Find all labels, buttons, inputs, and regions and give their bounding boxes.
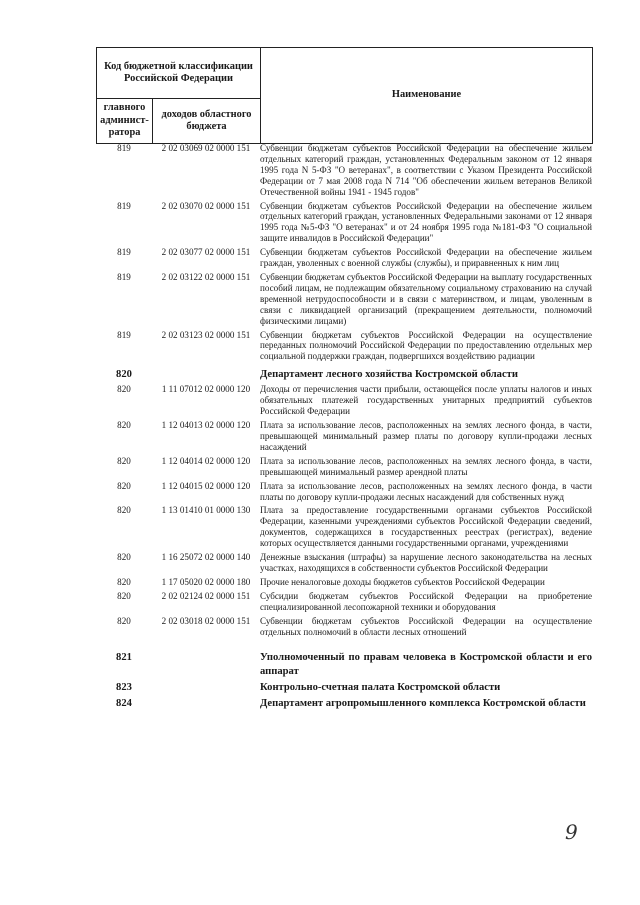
admin-code: 820 (116, 369, 132, 381)
department-name: Департамент агропромышленного комплекса Костромской области (260, 698, 586, 710)
admin-code: 819 (117, 247, 131, 258)
income-code: 2 02 02124 02 0000 151 (161, 590, 251, 601)
header-name: Наименование (261, 48, 593, 144)
income-code: 1 12 04015 02 0000 120 (161, 480, 251, 491)
admin-code: 819 (117, 200, 131, 211)
table-row (96, 616, 592, 638)
row-name: Плата за использование лесов, расположенных на землях лесного фонда, в части, превышающей минимальный размер арендной платы (260, 455, 592, 477)
header-kbk: Код бюджетной классификации Российской Федерации (97, 48, 261, 99)
row-name: Субвенции бюджетам субъектов Российской Федерации на обеспечение жильем граждан, уволенных с военной службы (службы), и приравненных к ним лиц (260, 247, 592, 269)
table-header (96, 47, 593, 144)
admin-code: 820 (117, 420, 131, 431)
table-row (96, 481, 592, 503)
table-row (96, 247, 592, 269)
income-code: 1 16 25072 02 0000 140 (161, 552, 251, 563)
page-number: 9 (565, 820, 578, 844)
table-row (96, 384, 592, 417)
department-name: Департамент лесного хозяйства Костромской области (260, 369, 518, 381)
admin-code: 820 (117, 552, 131, 563)
table-row (96, 552, 592, 574)
row-name: Субсидии бюджетам субъектов Российской Федерации на приобретение специализированной лесопожарной техники и оборудования (260, 590, 592, 612)
row-name: Субвенции бюджетам субъектов Российской Федерации на осуществление переданных полномочий Российской Федерации по предоставлению отдельных мер социальной поддержки граждан, подвергшихся воздействию радиации (260, 329, 592, 362)
department-name: Контрольно-счетная палата Костромской области (260, 681, 501, 693)
admin-code: 820 (117, 590, 131, 601)
row-name: Субвенции бюджетам субъектов Российской Федерации на осуществление отдельных полномочий в области лесных отношений (260, 615, 592, 637)
department-name: Уполномоченный по правам человека в Костромской области и его аппарат (260, 652, 592, 677)
admin-code: 819 (117, 143, 131, 153)
admin-code: 820 (117, 480, 131, 491)
table-row (96, 330, 592, 363)
row-name: Плата за использование лесов, расположенных на землях лесного фонда, в части платы по договору купли-продажи лесных насаждений для собственных нужд (260, 480, 592, 502)
income-code: 2 02 03077 02 0000 151 (161, 247, 251, 258)
income-code: 1 17 05020 02 0000 180 (161, 576, 251, 587)
table-body (96, 143, 592, 713)
admin-code: 824 (116, 698, 132, 710)
income-code: 1 13 01410 01 0000 130 (161, 505, 251, 516)
income-code: 1 12 04014 02 0000 120 (161, 455, 251, 466)
income-code: 2 02 03122 02 0000 151 (161, 271, 251, 282)
income-code: 2 02 03069 02 0000 151 (161, 143, 251, 153)
admin-code: 819 (117, 329, 131, 340)
income-code: 1 11 07012 02 0000 120 (161, 384, 251, 395)
admin-code: 823 (116, 681, 132, 693)
row-name: Плата за использование лесов, расположенных на землях лесного фонда, в части, превышающей минимальный размер платы по договору купли-продажи лесных насаждений (260, 420, 592, 452)
admin-code: 820 (117, 576, 131, 587)
row-name: Субвенции бюджетам субъектов Российской Федерации на выплату государственных пособий лицам, не подлежащим обязательному социальному страхованию на случай временной нетрудоспособности и в связи с материнством, и лицам, уволенным в связи с ликвидацией организаций (прекращением деятельности, полномочий физическими лицами) (260, 271, 592, 326)
row-name: Субвенции бюджетам субъектов Российской Федерации на обеспечение жильем отдельных категорий граждан, установленных Федеральными законами от 12 января 1995 года №5-ФЗ "О ветеранах" и от 24 ноября 1995 года №181-ФЗ "О социальной защите инвалидов в Российской Федерации" (260, 200, 592, 244)
row-name: Плата за предоставление государственными органами субъектов Российской Федерации, казенными учреждениями субъектов Российской Федерации сведений, документов, содержащихся в государственных реестрах (регистрах), ведение которых осуществляется данными государственными органами, учреждениями (260, 505, 592, 549)
table-row (96, 577, 592, 588)
department-row (96, 697, 592, 710)
table-row (96, 591, 592, 613)
table-row (96, 456, 592, 478)
table-row (96, 272, 592, 327)
admin-code: 819 (117, 271, 131, 282)
admin-code: 820 (117, 384, 131, 395)
admin-code: 820 (117, 455, 131, 466)
admin-code: 821 (116, 652, 132, 664)
department-row (96, 368, 592, 381)
row-name: Прочие неналоговые доходы бюджетов субъектов Российской Федерации (260, 576, 545, 587)
income-code: 2 02 03070 02 0000 151 (161, 200, 251, 211)
table-row (96, 505, 592, 549)
income-code: 1 12 04013 02 0000 120 (161, 420, 251, 431)
income-code: 2 02 03018 02 0000 151 (161, 615, 251, 626)
row-name: Денежные взыскания (штрафы) за нарушение лесного законодательства на лесных участках, находящихся в собственности субъектов Российской Федерации (260, 552, 592, 574)
admin-code: 820 (117, 615, 131, 626)
income-code: 2 02 03123 02 0000 151 (161, 329, 251, 340)
row-name: Субвенции бюджетам субъектов Российской Федерации на обеспечение жильем отдельных категорий граждан, установленных Федеральным законом от 12 января 1995 года N 5-ФЗ "О ветеранах", в соответствии с Указом Президента Российской Федерации от 7 мая 2008 года N 714 "Об обеспечении жильем ветеранов Великой Отечественной войны 1941 - 1945 годов" (260, 143, 592, 197)
table-row (96, 201, 592, 245)
header-regional-income: доходов областного бюджета (153, 99, 261, 144)
department-row (96, 651, 592, 677)
header-main-admin: главного админист-ратора (97, 99, 153, 144)
admin-code: 820 (117, 505, 131, 516)
table-row (96, 143, 592, 198)
row-name: Доходы от перечисления части прибыли, остающейся после уплаты налогов и иных обязательных платежей государственных унитарных предприятий субъектов Российской Федерации (260, 384, 592, 417)
table-row (96, 420, 592, 453)
department-row (96, 681, 592, 694)
